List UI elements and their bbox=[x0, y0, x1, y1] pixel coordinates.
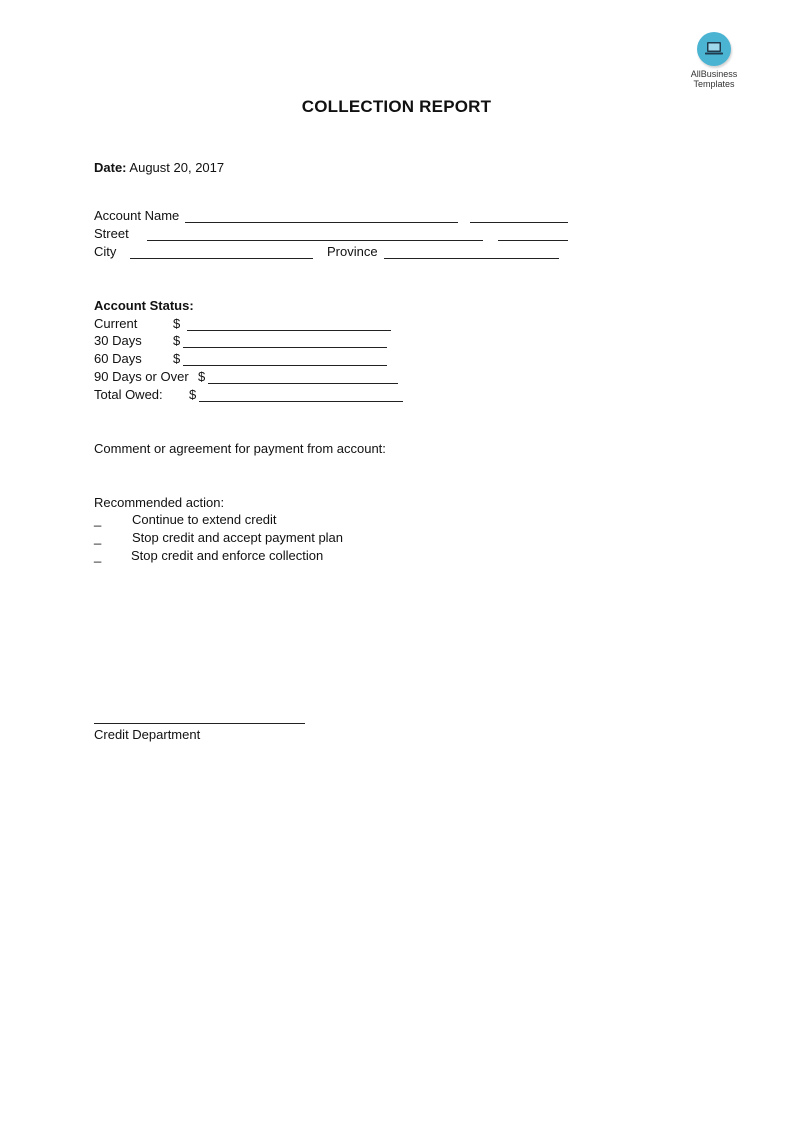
signature-label: Credit Department bbox=[94, 727, 201, 742]
street-label: Street bbox=[94, 226, 129, 241]
status-60-days-field[interactable] bbox=[183, 365, 387, 366]
status-total-owed-label: Total Owed: bbox=[94, 387, 163, 402]
signature-line[interactable] bbox=[94, 723, 305, 724]
street-field[interactable] bbox=[147, 240, 483, 241]
province-field[interactable] bbox=[384, 258, 559, 259]
currency-symbol: $ bbox=[198, 369, 206, 384]
account-number-field[interactable] bbox=[470, 222, 568, 223]
option-marker[interactable]: _ bbox=[94, 548, 102, 563]
street-extra-field[interactable] bbox=[498, 240, 568, 241]
account-name-field[interactable] bbox=[185, 222, 458, 223]
status-current-label: Current bbox=[94, 316, 138, 331]
option-extend-credit: Continue to extend credit bbox=[132, 512, 277, 527]
province-label: Province bbox=[327, 244, 378, 259]
status-90-days-field[interactable] bbox=[208, 383, 398, 384]
account-status-heading: Account Status: bbox=[94, 298, 194, 313]
status-90-days-label: 90 Days or Over bbox=[94, 369, 189, 384]
option-payment-plan: Stop credit and accept payment plan bbox=[132, 530, 344, 545]
date-label: Date: bbox=[94, 160, 127, 175]
logo-line-2: Templates bbox=[693, 79, 735, 89]
city-label: City bbox=[94, 244, 117, 259]
option-enforce-collection: Stop credit and enforce collection bbox=[131, 548, 324, 563]
logo-line-1: AllBusiness bbox=[690, 69, 738, 79]
recommended-action-heading: Recommended action: bbox=[94, 495, 225, 510]
company-logo bbox=[681, 32, 747, 89]
status-30-days-field[interactable] bbox=[183, 347, 387, 348]
currency-symbol: $ bbox=[173, 351, 181, 366]
date-value: August 20, 2017 bbox=[129, 160, 225, 175]
status-30-days-label: 30 Days bbox=[94, 333, 142, 348]
status-total-owed-field[interactable] bbox=[199, 401, 403, 402]
comment-label: Comment or agreement for payment from account: bbox=[94, 441, 386, 456]
status-60-days-label: 60 Days bbox=[94, 351, 142, 366]
account-name-label: Account Name bbox=[94, 208, 180, 223]
city-field[interactable] bbox=[130, 258, 313, 259]
page-title: COLLECTION REPORT bbox=[301, 97, 492, 116]
logo-text bbox=[681, 69, 747, 89]
status-current-field[interactable] bbox=[187, 330, 391, 331]
currency-symbol: $ bbox=[189, 387, 197, 402]
logo-badge bbox=[697, 32, 731, 66]
currency-symbol: $ bbox=[173, 316, 181, 331]
laptop-icon bbox=[704, 41, 724, 57]
date-line bbox=[94, 160, 224, 175]
option-marker[interactable]: _ bbox=[94, 530, 102, 545]
option-marker[interactable]: _ bbox=[94, 512, 102, 527]
currency-symbol: $ bbox=[173, 333, 181, 348]
